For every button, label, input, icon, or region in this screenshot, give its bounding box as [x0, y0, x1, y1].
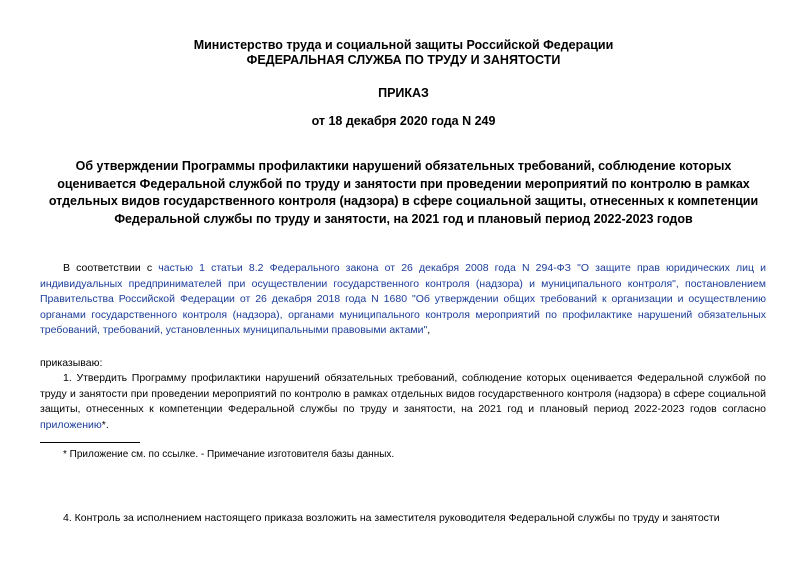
document-title: Об утверждении Программы профилактики нарушений обязательных требований, соблюдение которых оценивается Федеральной службой по труду и занятости при проведении мероприятий по контролю в рамках отдельных видов государственного контроля (надзора) в сфере социальной защиты, отнесенных к компетенции Федеральной службы по труду и занятости, на 2021 год и плановый период 2022-2023 годов [48, 159, 759, 226]
footnote: * Приложение см. по ссылке. - Примечание изготовителя базы данных. [63, 449, 395, 460]
footnote-divider [40, 442, 140, 443]
item-1-end: *. [101, 418, 109, 431]
preamble-end: , [427, 324, 431, 337]
law-link[interactable]: частью 1 статьи 8.2 Федерального закона от 26 декабря 2008 года N 294-ФЗ "О защите прав юридических лиц и индивидуальных предпринимателей при осуществлении государственного контроля (надзора) и муниципального контроля", постановлением Правительства Российской Федерации от 26 декабря 2018 года N 1680 "Об утверждении общих требований к организации и осуществлению органами государственного контроля (надзора), органами муниципального контроля мероприятий по профилактике нарушений обязательных требований, требований, установленных муниципальными правовыми актами" [40, 262, 767, 337]
preamble-text: В соответствии с [63, 262, 159, 274]
preamble-paragraph [40, 261, 766, 339]
date-number: от 18 декабря 2020 года N 249 [311, 114, 496, 128]
order-word: приказываю: [40, 357, 103, 369]
item-1-paragraph [40, 371, 766, 433]
item-1-text: 1. Утвердить Программу профилактики нарушений обязательных требований, соблюдение которых оценивается Федеральной службой по труду и занятости при проведении мероприятий по контролю в рамках отдельных видов государственного контроля (надзора) в сфере социальной защиты, отнесенных к компетенции Федеральной службы по труду и занятости, на 2021 год и плановый период 2022-2023 годов согласно [40, 372, 766, 416]
item-4-paragraph [40, 511, 766, 527]
service-name: ФЕДЕРАЛЬНАЯ СЛУЖБА ПО ТРУДУ И ЗАНЯТОСТИ [246, 53, 561, 67]
appendix-link[interactable]: приложению [40, 418, 102, 431]
document-type: ПРИКАЗ [378, 86, 429, 100]
ministry-name: Министерство труда и социальной защиты Российской Федерации [193, 38, 614, 52]
item-4-text: 4. Контроль за исполнением настоящего приказа возложить на заместителя руководителя Федеральной службы по труду и занятости [63, 512, 720, 524]
